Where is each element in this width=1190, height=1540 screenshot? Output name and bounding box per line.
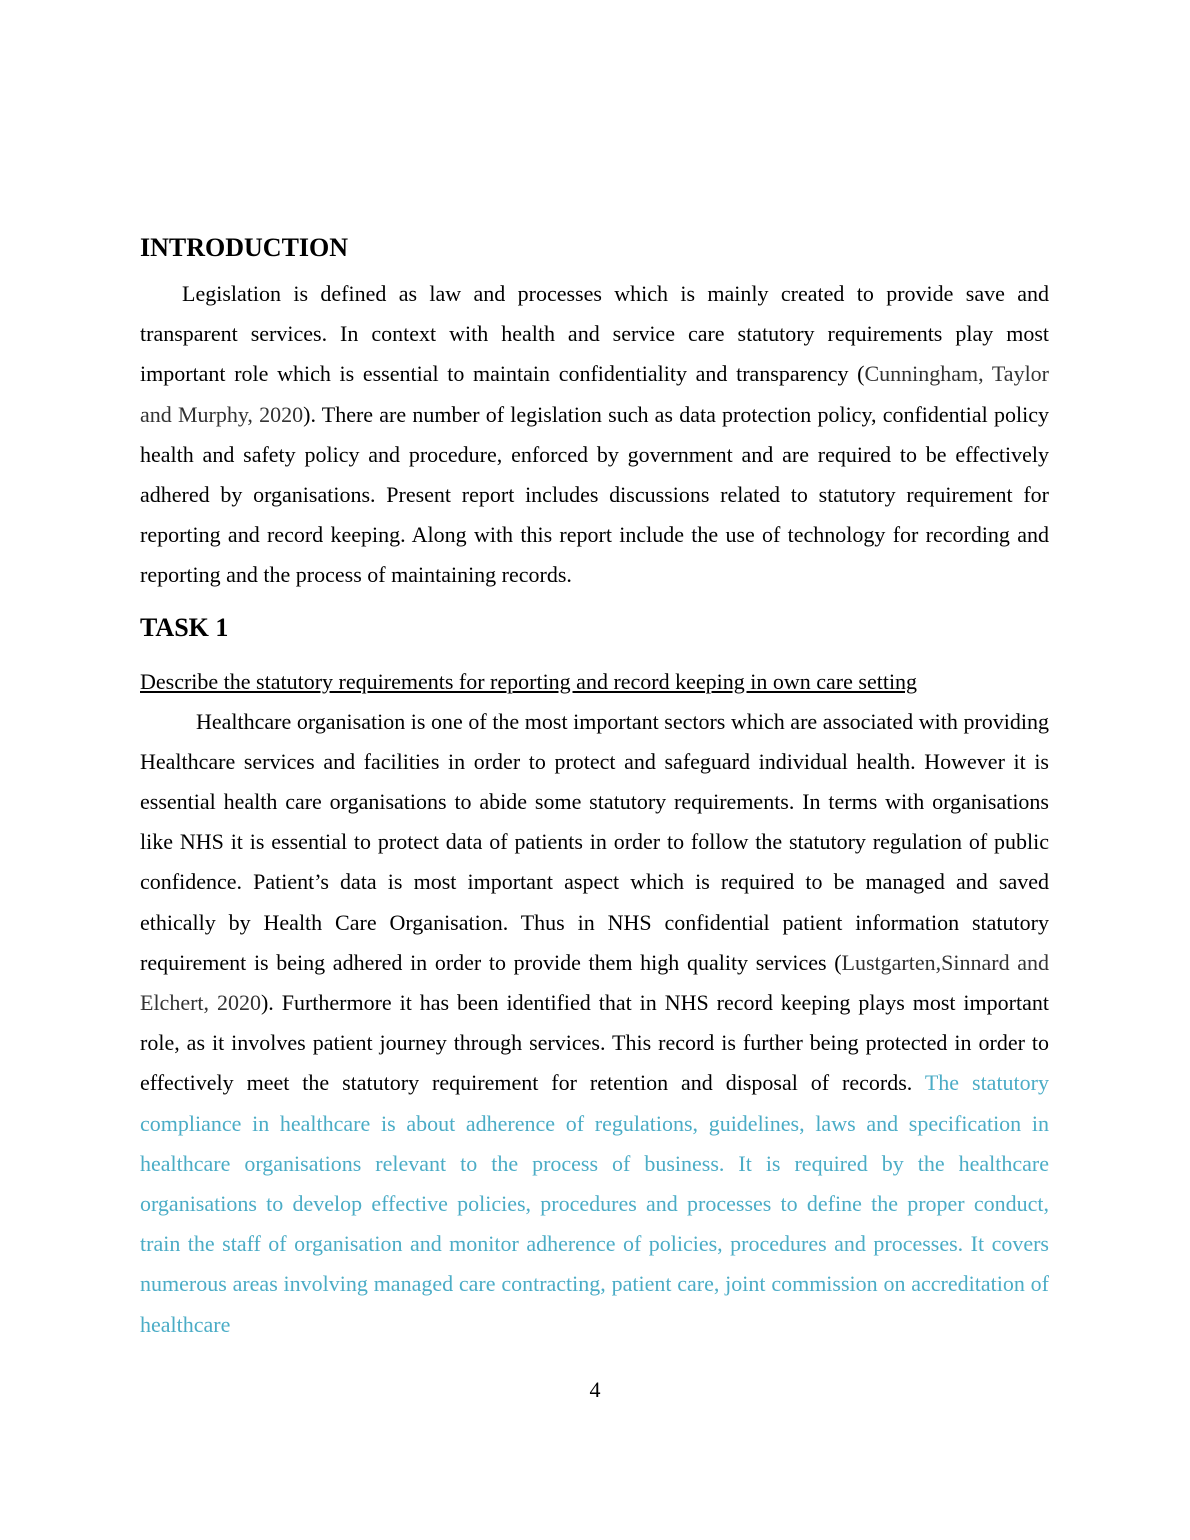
task1-citation: Lustgarten,Sinnard and Elchert, 2020 [140,949,1049,1016]
introduction-text: Legislation is defined as law and processes which is mainly created to provide save and transparent services. In context with health and service care statutory requirements play most important role which is essential to maintain confidentiality and transparency ( [140,281,1049,387]
task1-highlighted-text: The statutory compliance in healthcare is about adherence of regulations, guidelines, laws and specification in healthcare organisations relevant to the process of business. It is required by the healthcare organisations to develop effective policies, procedures and processes to define the proper conduct, train the staff of organisation and monitor adherence of policies, procedures and processes. It covers numerous areas involving managed care contracting, patient care, joint commission on accreditation of healthcare [140,1070,1049,1337]
task1-text: Healthcare organisation is one of the most important sectors which are associated with providing Healthcare services and facilities in order to protect and safeguard individual health. However it is essential health care organisations to abide some statutory requirements. In terms with organisations like NHS it is essential to protect data of patients in order to follow the statutory regulation of public confidence. Patient’s data is most important aspect which is required to be managed and saved ethically by Health Care Organisation. Thus in NHS confidential patient information statutory requirement is being adhered in order to provide them high quality services ( [140,708,1049,975]
introduction-paragraph [140,274,1049,596]
introduction-heading: INTRODUCTION [140,233,349,262]
introduction-citation: Cunningham, Taylor and Murphy, 2020 [140,361,1050,427]
page-content [140,230,1049,1345]
introduction-text-continued: ). There are number of legislation such as data protection policy, confidential policy health and safety policy and procedure, enforced by government and are required to be effectively adhered by organisations. Present report includes discussions related to statutory requirement for reporting and record keeping. Along with this report include the use of technology for recording and reporting and the process of maintaining records. [140,401,1049,588]
task1-text-continued: ). Furthermore it has been identified that in NHS record keeping plays most important role, as it involves patient journey through services. This record is further being protected in order to effectively meet the statutory requirement for retention and disposal of records. [140,990,1049,1096]
page-number: 4 [589,1377,601,1402]
task1-heading: TASK 1 [140,612,229,642]
task1-subheading: Describe the statutory requirements for reporting and record keeping in own care setting [140,668,918,694]
task1-paragraph [140,702,1049,1345]
